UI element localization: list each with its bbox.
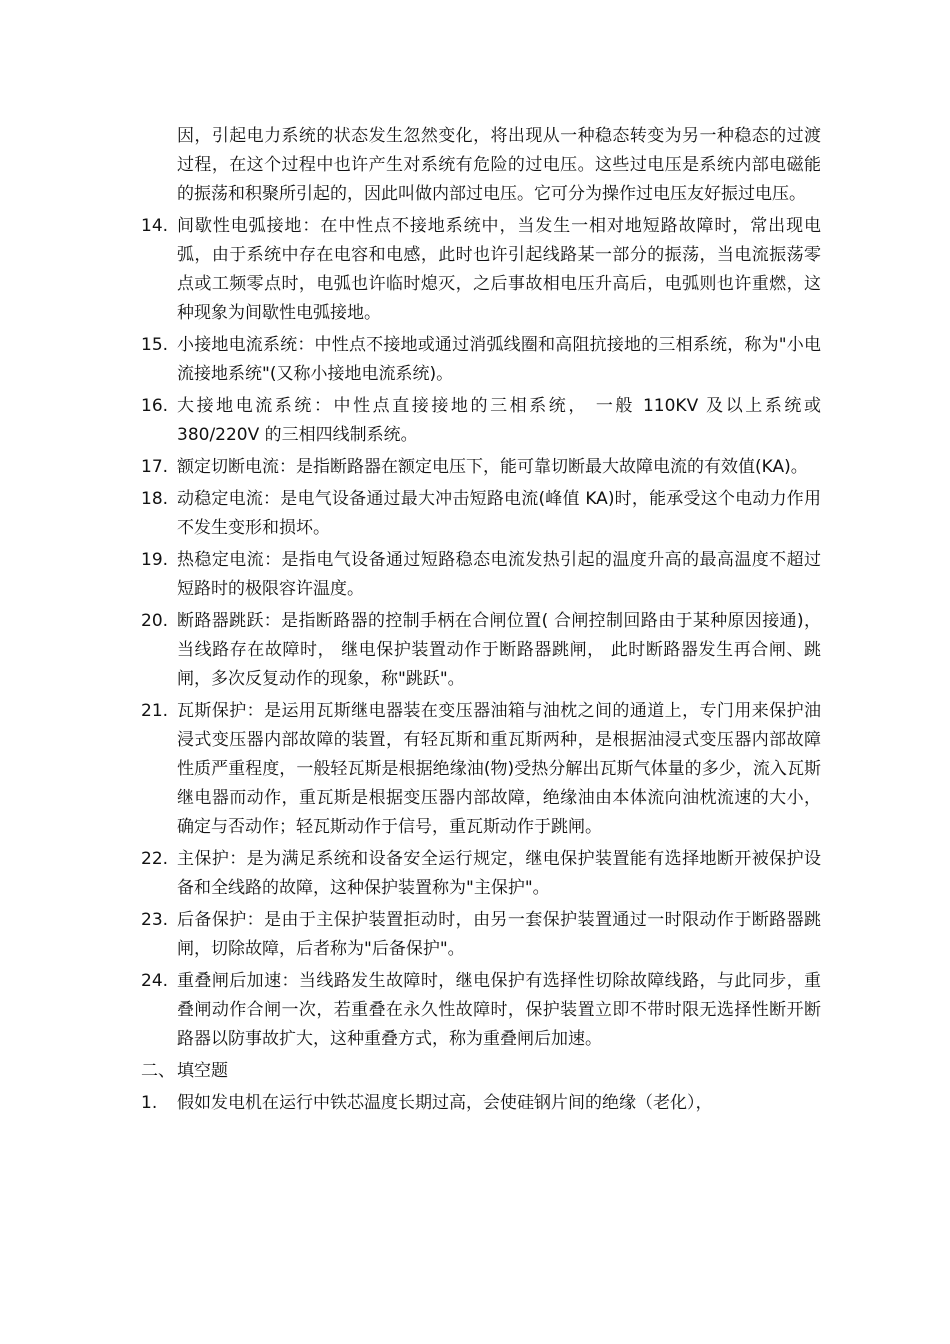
- list-item: [141, 607, 821, 694]
- list-item: [141, 967, 821, 1054]
- list-item-text: 额定切断电流：是指断路器在额定电压下，能可靠切断最大故障电流的有效值(KA)。: [177, 457, 808, 477]
- list-item-text: 间歇性电弧接地：在中性点不接地系统中，当发生一相对地短路故障时，常出现电弧，由于系统中存在电容和电感，此时也许引起线路某一部分的振荡，当电流振荡零点或工频零点时，电弧也许临时熄灭，之后事故相电压升高后，电弧则也许重燃，这种现象为间歇性电弧接地。: [177, 216, 821, 323]
- list-item: [141, 697, 821, 842]
- list-item-text: 瓦斯保护：是运用瓦斯继电器装在变压器油箱与油枕之间的通道上，专门用来保护油浸式变压器内部故障的装置，有轻瓦斯和重瓦斯两种，是根据油浸式变压器内部故障性质严重程度，一般轻瓦斯是根据绝缘油(物)受热分解出瓦斯气体量的多少，流入瓦斯继电器而动作，重瓦斯是根据变压器内部故障，绝缘油由本体流向油枕流速的大小，确定与否动作；轻瓦斯动作于信号，重瓦斯动作于跳闸。: [177, 701, 821, 837]
- fill-item-text: 假如发电机在运行中铁芯温度长期过高，会使硅钢片间的绝缘（老化），: [177, 1093, 713, 1113]
- section-title: 填空题: [177, 1061, 228, 1081]
- continuation-paragraph: [141, 122, 821, 209]
- fill-item-number: 1.: [141, 1093, 158, 1113]
- document-body: [141, 122, 821, 1121]
- list-item-number: 18.: [141, 489, 169, 509]
- list-item: [141, 331, 821, 389]
- list-item-number: 16.: [141, 396, 169, 416]
- list-item: [141, 212, 821, 328]
- list-item-number: 15.: [141, 335, 169, 355]
- list-item-text: 大接地电流系统：中性点直接接地的三相系统， 一般 110KV 及以上系统或 380/220V 的三相四线制系统。: [177, 396, 821, 445]
- section-heading: [141, 1057, 821, 1086]
- list-item: [141, 485, 821, 543]
- list-item: [141, 546, 821, 604]
- list-item: [141, 453, 821, 482]
- list-item-number: 23.: [141, 910, 169, 930]
- list-item-number: 21.: [141, 701, 169, 721]
- list-item-number: 14.: [141, 216, 169, 236]
- list-item-number: 19.: [141, 550, 169, 570]
- list-item-text: 重叠闸后加速：当线路发生故障时，继电保护有选择性切除故障线路，与此同步，重叠闸动作合闸一次，若重叠在永久性故障时，保护装置立即不带时限无选择性断开断路器以防事故扩大，这种重叠方式，称为重叠闸后加速。: [177, 971, 821, 1049]
- list-item-text: 后备保护：是由于主保护装置拒动时，由另一套保护装置通过一时限动作于断路器跳闸，切除故障，后者称为"后备保护"。: [177, 910, 821, 959]
- list-item-text: 断路器跳跃：是指断路器的控制手柄在合闸位置( 合闸控制回路由于某种原因接通)，当线路存在故障时， 继电保护装置动作于断路器跳闸， 此时断路器发生再合闸、跳闸，多次反复动作的现象，称"跳跃"。: [177, 611, 821, 689]
- list-item-number: 17.: [141, 457, 169, 477]
- list-item: [141, 906, 821, 964]
- fill-item: [141, 1089, 821, 1118]
- list-item-text: 热稳定电流：是指电气设备通过短路稳态电流发热引起的温度升高的最高温度不超过短路时的极限容许温度。: [177, 550, 821, 599]
- list-item-text: 主保护：是为满足系统和设备安全运行规定，继电保护装置能有选择地断开被保护设备和全线路的故障，这种保护装置称为"主保护"。: [177, 849, 821, 898]
- list-item-number: 22.: [141, 849, 169, 869]
- continuation-text: 因，引起电力系统的状态发生忽然变化，将出现从一种稳态转变为另一种稳态的过渡过程，在这个过程中也许产生对系统有危险的过电压。这些过电压是系统内部电磁能的振荡和积聚所引起的，因此叫做内部过电压。它可分为操作过电压友好振过电压。: [177, 126, 821, 204]
- section-number: 二、: [141, 1061, 175, 1081]
- list-item-number: 20.: [141, 611, 169, 631]
- list-item-number: 24.: [141, 971, 169, 991]
- list-item: [141, 845, 821, 903]
- list-item-text: 小接地电流系统：中性点不接地或通过消弧线圈和高阻抗接地的三相系统，称为"小电流接地系统"(又称小接地电流系统)。: [177, 335, 821, 384]
- continuation-indent: [141, 122, 177, 209]
- list-item: [141, 392, 821, 450]
- list-item-text: 动稳定电流：是电气设备通过最大冲击短路电流(峰值 KA)时，能承受这个电动力作用不发生变形和损坏。: [177, 489, 821, 538]
